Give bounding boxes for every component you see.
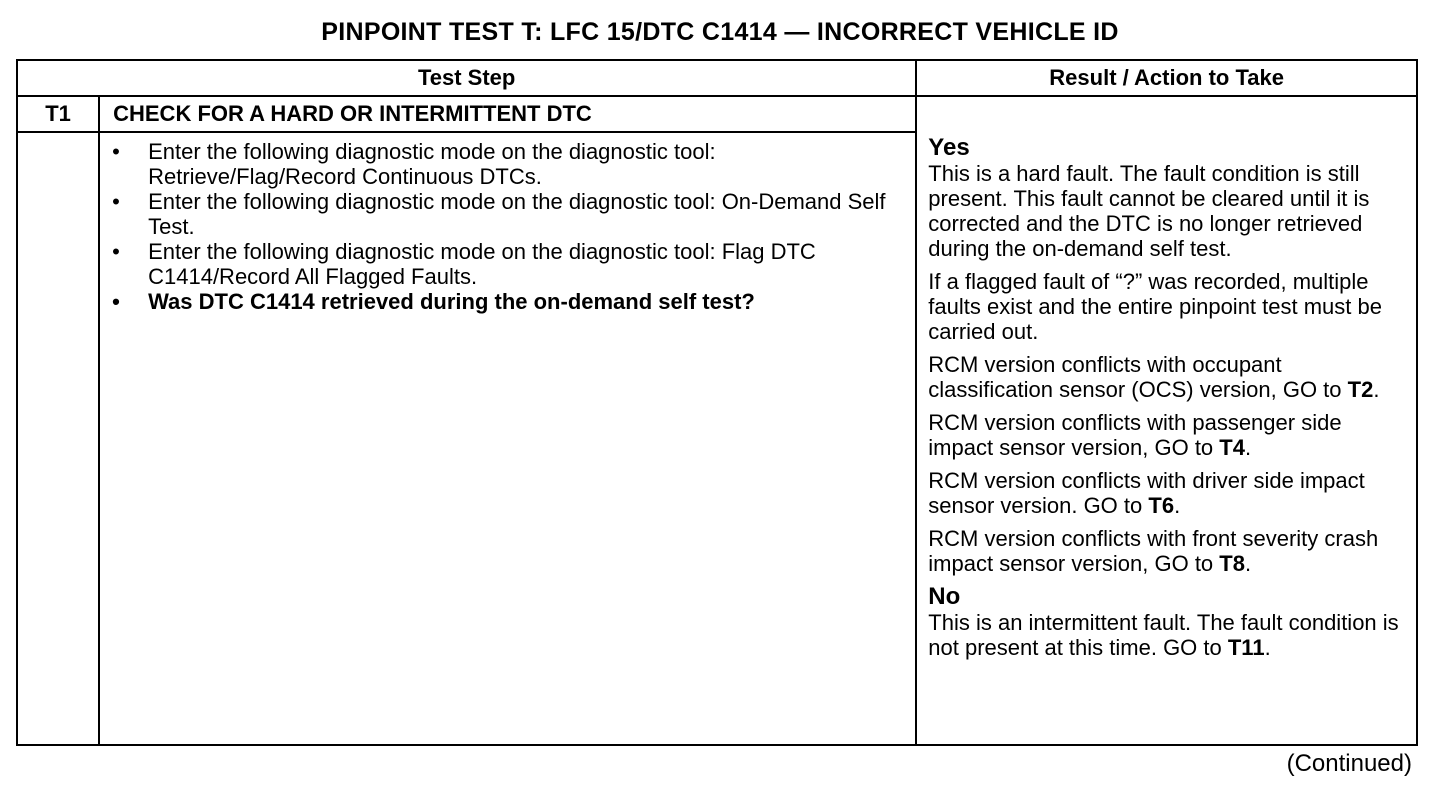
instruction-text: Enter the following diagnostic mode on the diagnostic tool: Flag DTC C1414/Record All Flagged Faults. — [148, 239, 816, 289]
conflict-end: . — [1174, 493, 1181, 518]
instruction-text: Enter the following diagnostic mode on the diagnostic tool: On-Demand Self Test. — [148, 189, 886, 239]
empty-id-cell — [17, 132, 99, 745]
instruction-question — [100, 289, 903, 314]
goto-target: T11 — [1227, 635, 1265, 660]
instruction-item — [100, 189, 903, 239]
no-label: No — [928, 583, 961, 610]
step-title-row — [17, 96, 1417, 132]
yes-text: This is a hard fault. The fault condition is still present. This fault cannot be cleared until it is corrected and the DTC is no longer retrieved during the on-demand self test. — [928, 161, 1370, 261]
step-title: CHECK FOR A HARD OR INTERMITTENT DTC — [99, 96, 916, 132]
result-cell — [916, 96, 1417, 745]
bullet-icon: • — [112, 239, 120, 264]
flagged-text: If a flagged fault of “?” was recorded, multiple faults exist and the entire pinpoint test must be carried out. — [928, 269, 1382, 344]
conflict-text: RCM version conflicts with passenger side impact sensor version, GO to — [928, 410, 1342, 460]
conflict-item — [928, 468, 1408, 518]
conflict-text: RCM version conflicts with occupant classification sensor (OCS) version, GO to — [928, 352, 1348, 402]
bullet-icon: • — [112, 139, 120, 164]
step-id: T1 — [17, 96, 99, 132]
yes-label: Yes — [928, 134, 970, 161]
test-step-header: Test Step — [17, 60, 916, 96]
result-action-header: Result / Action to Take — [916, 60, 1417, 96]
no-end: . — [1264, 635, 1271, 660]
conflict-end: . — [1244, 435, 1252, 460]
continued-note: (Continued) — [1286, 750, 1412, 777]
conflict-end: . — [1244, 551, 1252, 576]
instructions-cell — [99, 132, 916, 745]
instruction-text: Was DTC C1414 retrieved during the on-demand self test? — [148, 289, 755, 314]
conflict-item — [928, 410, 1408, 460]
conflict-text: RCM version conflicts with driver side impact sensor version. GO to — [928, 468, 1365, 518]
goto-target: T4 — [1219, 435, 1245, 460]
goto-target: T2 — [1347, 377, 1374, 402]
page-title: PINPOINT TEST T: LFC 15/DTC C1414 — INCORRECT VEHICLE ID — [321, 18, 1119, 46]
pinpoint-test-table — [16, 59, 1418, 746]
goto-target: T6 — [1148, 493, 1175, 518]
bullet-icon: • — [112, 289, 120, 314]
goto-target: T8 — [1219, 551, 1245, 576]
conflict-item — [928, 352, 1408, 402]
no-text-body: This is an intermittent fault. The fault condition is not present at this time. GO to — [928, 610, 1399, 660]
no-text — [928, 610, 1408, 660]
instructions-list — [100, 139, 903, 314]
instruction-text: Enter the following diagnostic mode on the diagnostic tool: Retrieve/Flag/Record Continuous DTCs. — [148, 139, 716, 189]
instruction-item — [100, 139, 903, 189]
conflict-item — [928, 526, 1408, 576]
conflict-end: . — [1373, 377, 1380, 402]
instruction-item — [100, 239, 903, 289]
conflict-text: RCM version conflicts with front severity crash impact sensor version, GO to — [928, 526, 1379, 576]
bullet-icon: • — [112, 189, 120, 214]
table-header-row — [17, 60, 1417, 96]
